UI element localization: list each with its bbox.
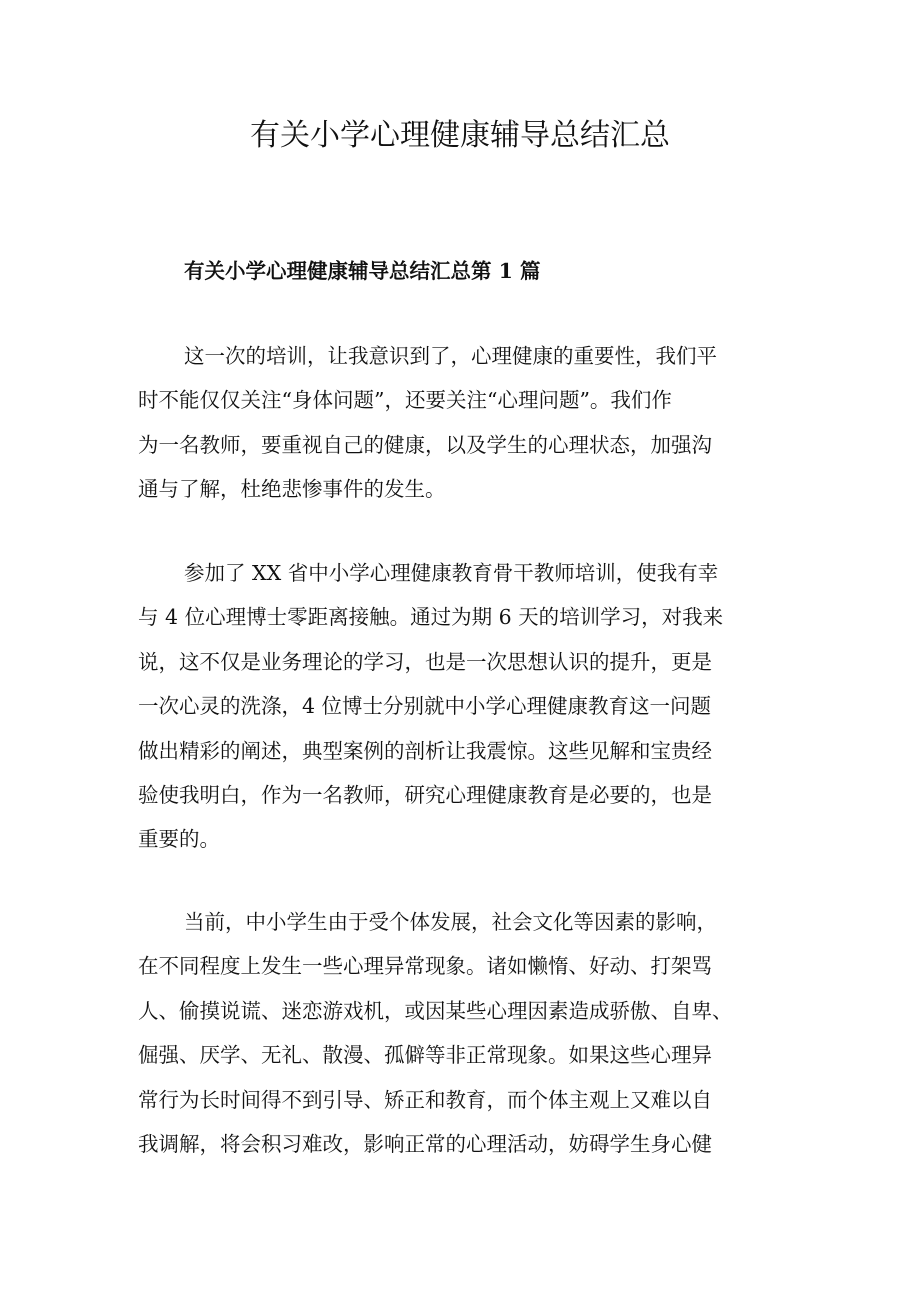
document-title: 有关小学心理健康辅导总结汇总	[250, 118, 670, 153]
paragraph-line: 在不同程度上发生一些心理异常现象。诸如懒惰、好动、打架骂	[138, 954, 712, 979]
paragraph-line: 重要的。	[138, 827, 220, 852]
paragraph-line: 通与了解，杜绝悲惨事件的发生。	[138, 477, 446, 502]
paragraph-line: 做出精彩的阐述，典型案例的剖析让我震惊。这些见解和宝贵经	[138, 738, 712, 763]
paragraph-line: 倔强、厌学、无礼、散漫、孤僻等非正常现象。如果这些心理异	[138, 1043, 712, 1068]
paragraph-line: 人、偷摸说谎、迷恋游戏机，或因某些心理因素造成骄傲、自卑、	[138, 998, 733, 1023]
paragraph-line: 与 4 位心理博士零距离接触。通过为期 6 天的培训学习，对我来	[138, 605, 724, 630]
paragraph-line: 为一名教师，要重视自己的健康，以及学生的心理状态，加强沟	[138, 432, 712, 457]
paragraph-line: 验使我明白，作为一名教师，研究心理健康教育是必要的，也是	[138, 783, 712, 808]
section-heading: 有关小学心理健康辅导总结汇总第 1 篇	[184, 259, 541, 283]
paragraph-line: 一次心灵的洗涤，4 位博士分别就中小学心理健康教育这一问题	[138, 694, 712, 719]
paragraph-line: 当前，中小学生由于受个体发展，社会文化等因素的影响，	[184, 910, 717, 934]
paragraph-line: 时不能仅仅关注“身体问题”，还要关注“心理问题”。我们作	[138, 388, 672, 413]
paragraph-line: 参加了 XX 省中小学心理健康教育骨干教师培训，使我有幸	[184, 561, 719, 585]
paragraph-3	[138, 900, 788, 1166]
paragraph-1	[138, 334, 788, 512]
paragraph-2	[138, 551, 788, 862]
paragraph-line: 说，这不仅是业务理论的学习，也是一次思想认识的提升，更是	[138, 649, 712, 674]
paragraph-line: 常行为长时间得不到引导、矫正和教育，而个体主观上又难以自	[138, 1087, 712, 1112]
paragraph-line: 我调解，将会积习难改，影响正常的心理活动，妨碍学生身心健	[138, 1132, 712, 1157]
paragraph-line: 这一次的培训，让我意识到了，心理健康的重要性，我们平	[184, 344, 717, 368]
